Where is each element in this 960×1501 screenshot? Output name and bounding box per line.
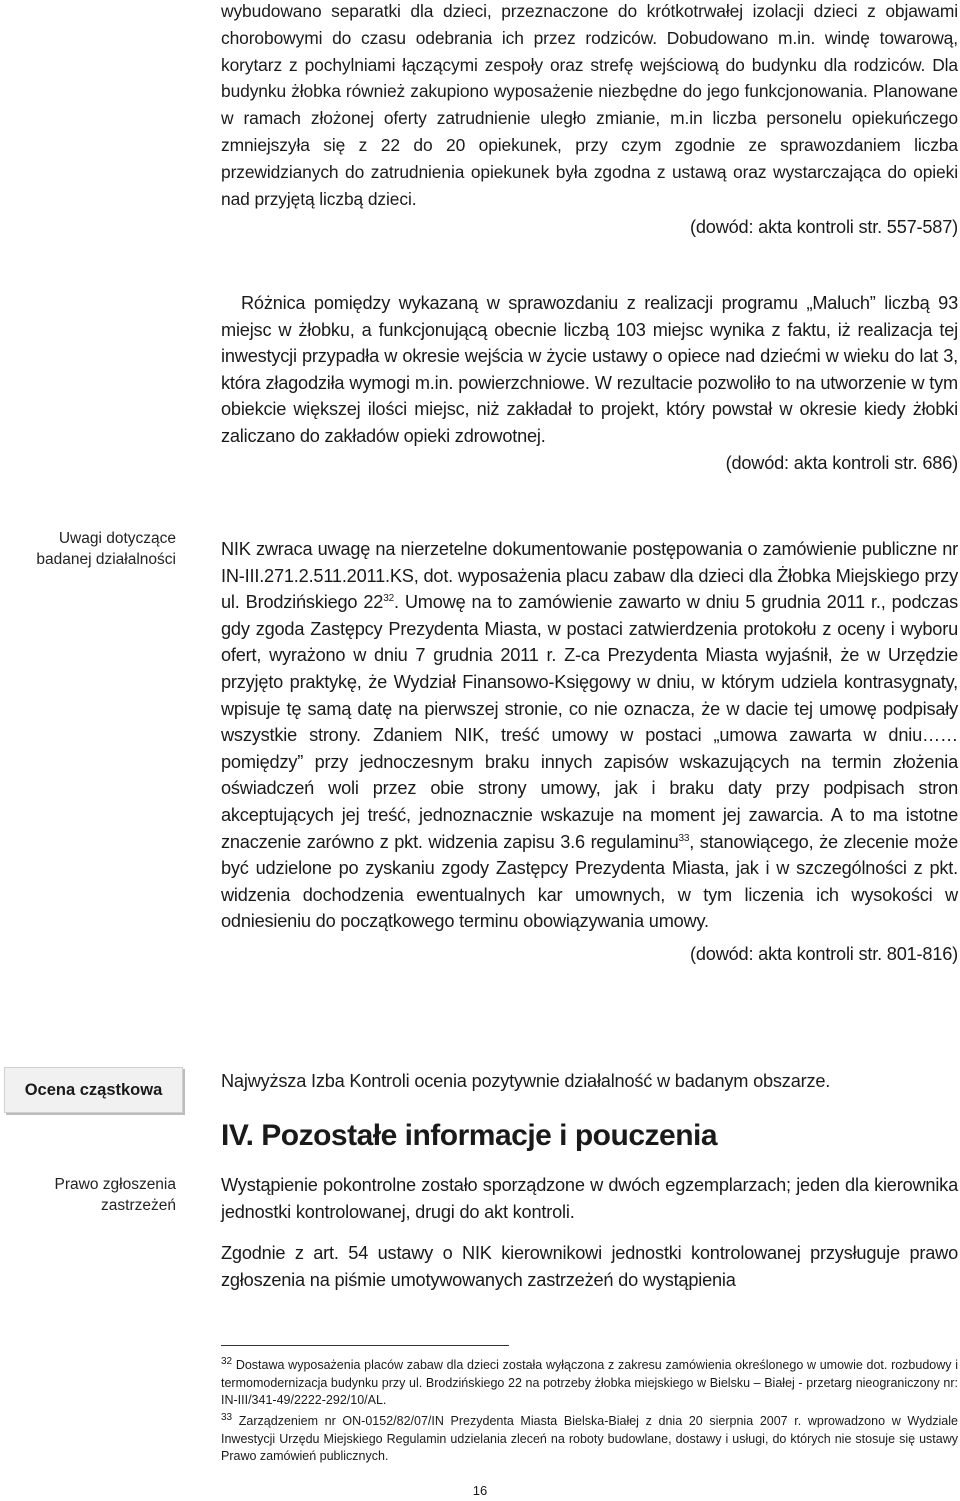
- paragraph-ocena: [221, 1068, 958, 1095]
- text-part: , stanowiącego, że zlecenie może być udzielone po zyskaniu zgody Zastępcy Prezydenta Miasta, jak i w szczególności z pkt. widzenia dochodzenia ewentualnych kar umownych, w tym liczenia ich wysokości w odniesieniu do początkowego terminu obowiązywania umowy.: [221, 831, 958, 932]
- evidence-ref: (dowód: akta kontroli str. 801-816): [690, 943, 958, 964]
- footnote-text: Zarządzeniem nr ON-0152/82/07/IN Prezydenta Miasta Bielska-Białej z dnia 20 sierpnia 2007 r. wprowadzono w Wydziale Inwestycji Urzędu Miejskiego Regulamin udzielania zleceń na roboty budowlane, dostawy i usługi, do których nie stosuje się ustawy Prawo zamówień publicznych.: [221, 1414, 958, 1464]
- sidebar-label-uwagi: Uwagi dotyczące badanej działalności: [36, 530, 176, 568]
- paragraph-zastrzezenia: [221, 1240, 958, 1293]
- paragraph-uwagi-nik: [221, 536, 958, 968]
- paragraph-roznica: [221, 290, 958, 476]
- footnote-text: Dostawa wyposażenia placów zabaw dla dzieci została wyłączona z zakresu zamówienia określonego w umowie dot. rozbudowy i termomodernizacja budynku przy ul. Brodzińskiego 22 na potrzeby żłobka miejskiego w Bielsku – Białej - przetarg nieograniczony nr: IN-III/341-49/2222-292/10/AL.: [221, 1358, 958, 1408]
- evidence-ref: (dowód: akta kontroli str. 686): [725, 452, 958, 473]
- footnote-separator: [221, 1345, 509, 1346]
- sidebar-label-ocena: Ocena cząstkowa: [4, 1067, 183, 1113]
- paragraph-text: Zgodnie z art. 54 ustawy o NIK kierownikowi jednostki kontrolowanej przysługuje prawo zgłoszenia na piśmie umotywowanych zastrzeżeń do wystąpienia: [221, 1243, 958, 1290]
- paragraph-text: [221, 536, 958, 935]
- evidence-ref: (dowód: akta kontroli str. 557-587): [690, 217, 958, 238]
- text-part: . Umowę na to zamówienie zawarto w dniu 5 grudnia 2011 r., podczas gdy zgoda Zastępcy Prezydenta Miasta, w postaci zatwierdzenia protokołu z oceny i wyboru ofert, wyrażono w dniu 7 grudnia 2011 r. Z-ca Prezydenta Miasta wyjaśnił, że w Urzędzie przyjęto praktykę, że Wydział Finansowo-Księgowy w dniu, w którym udziela kontrasygnaty, wpisuje tę samą datę na pierwszej stronie, co nie oznacza, że w dacie tej umowę podpisały wszystkie strony. Zdaniem NIK, treść umowy w postaci „umowa zawarta w dniu……pomiędzy” przy jednoczesnym braku innych zapisów wskazujących na termin złożenia oświadczeń woli przez obie strony umowy, jak i braku daty przy podpisach stron akceptujących jej treść, jednoznacznie wskazuje na moment jej zawarcia. A to ma istotne znaczenie zarówno z pkt. widzenia zapisu 3.6 regulaminu: [221, 592, 958, 852]
- page-number: 16: [472, 1483, 488, 1498]
- paragraph-text: wybudowano separatki dla dzieci, przeznaczone do krótkotrwałej izolacji dzieci z objawami chorobowymi do czasu odebrania ich przez rodziców. Dobudowano m.in. windę towarową, korytarz z pochylniami łączącymi zespoły oraz strefę wejściową do budynku dla rodziców. Dla budynku żłobka również zakupiono wyposażenie niezbędne do jego funkcjonowania. Planowane w ramach złożonej oferty zatrudnienie uległo zmianie, m.in liczba personelu opiekuńczego zmniejszyła się z 22 do 20 opiekunek, przy czym zgodnie ze sprawozdaniem liczba przewidzianych do zatrudnienia opiekunek była zgodna z ustawą oraz wystarczająca do opieki nad przyjętą liczbą dzieci.: [221, 1, 958, 209]
- paragraph-text: Różnica pomiędzy wykazaną w sprawozdaniu z realizacji programu „Maluch” liczbą 93 miejsc w żłobku, a funkcjonującą obecnie liczbą 103 miejsc wynika z faktu, iż realizacja tej inwestycji przypadła w okresie wejścia w życie ustawy o opiece nad dziećmi w wieku do lat 3, która złagodziła wymogi m.in. powierzchniowe. W rezultacie pozwoliło to na utworzenie w tym obiekcie większej ilości miejsc, niż zakładał to projekt, który powstał w okresie kiedy żłobki zaliczano do zakładów opieki zdrowotnej.: [221, 293, 958, 446]
- footnote-number: 33: [221, 1411, 233, 1423]
- sidebar-label-prawo: Prawo zgłoszenia zastrzeżeń: [54, 1176, 176, 1214]
- paragraph-intro: [221, 0, 958, 241]
- paragraph-text: Wystąpienie pokontrolne zostało sporządzone w dwóch egzemplarzach; jeden dla kierownika jednostki kontrolowanej, drugi do akt kontroli.: [221, 1175, 958, 1222]
- paragraph-text: Najwyższa Izba Kontroli ocenia pozytywnie działalność w badanym obszarze.: [221, 1071, 831, 1091]
- paragraph-wystapienie: [221, 1172, 958, 1225]
- section-heading: IV. Pozostałe informacje i pouczenia: [221, 1119, 718, 1152]
- footnote-ref: 33: [678, 832, 690, 844]
- footnote-33: [221, 1413, 958, 1466]
- footnote-32: [221, 1357, 958, 1410]
- footnote-ref: 32: [383, 593, 394, 605]
- text-part: NIK zwraca uwagę na nierzetelne dokumentowanie postępowania o zamówienie publiczne nr IN-III.271.2.511.2011.KS, dot. wyposażenia placu zabaw dla dzieci dla Żłobka Miejskiego przy ul. Brodzińskiego 22: [221, 539, 958, 613]
- footnote-number: 32: [221, 1355, 233, 1367]
